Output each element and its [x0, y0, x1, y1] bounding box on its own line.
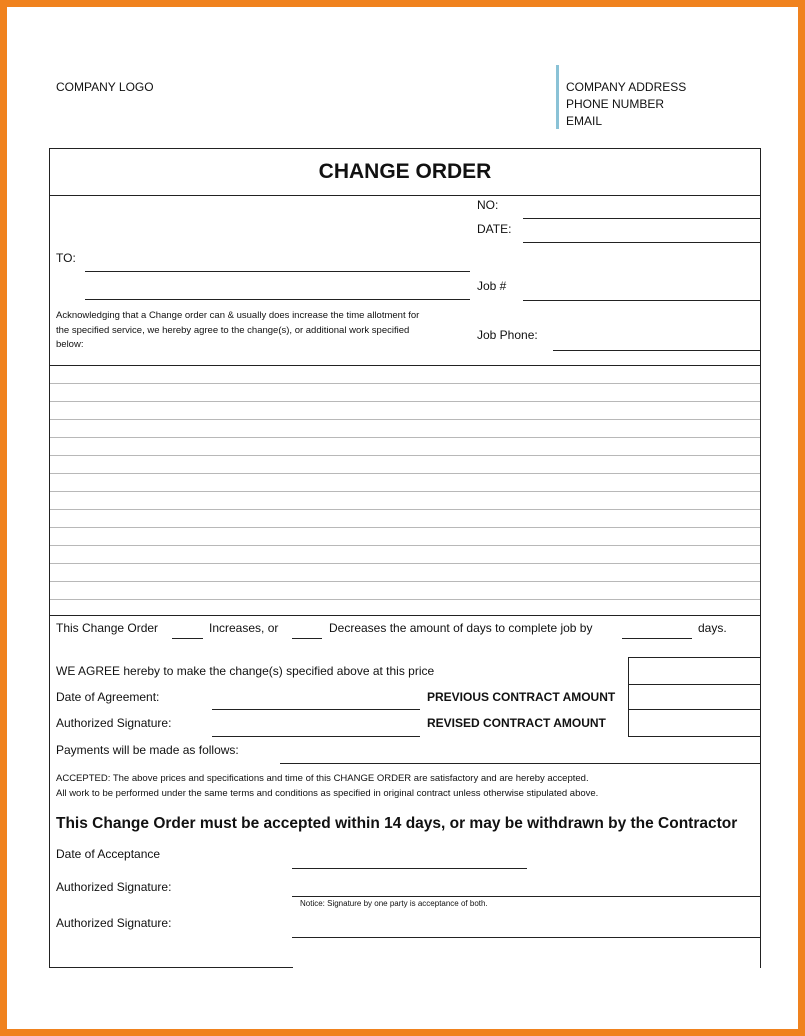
description-line: [50, 527, 760, 528]
authorized-signature-label-1: Authorized Signature:: [56, 716, 172, 730]
description-line: [50, 473, 760, 474]
days-sentence-part1: This Change Order: [56, 621, 159, 635]
days-count-field[interactable]: [622, 638, 692, 639]
days-sentence-part3: Decreases the amount of days to complete job by: [329, 621, 593, 635]
accepted-line-2: All work to be performed under the same terms and conditions as specified in original contract unless otherwise stipulated above.: [56, 788, 599, 799]
date-of-acceptance-label: Date of Acceptance: [56, 847, 161, 861]
no-label: NO:: [477, 198, 499, 212]
description-line: [50, 599, 760, 600]
revised-contract-amount-field[interactable]: [628, 709, 761, 737]
description-line: [50, 401, 760, 402]
description-line: [50, 509, 760, 510]
company-logo-placeholder: COMPANY LOGO: [56, 80, 154, 94]
description-bottom-divider: [49, 615, 761, 616]
to-field-line-2[interactable]: [85, 299, 470, 300]
signature-notice: Notice: Signature by one party is acceptance of both.: [300, 899, 488, 908]
accepted-text: [56, 771, 598, 801]
to-label: TO:: [56, 251, 76, 265]
date-of-acceptance-field[interactable]: [292, 868, 527, 869]
acknowledgement-line-1: Acknowledging that a Change order can & usually does increase the time allotment for: [56, 310, 420, 321]
description-line: [50, 545, 760, 546]
payments-label: Payments will be made as follows:: [56, 743, 239, 757]
to-field-line-1[interactable]: [85, 271, 470, 272]
form-bottom-border: [49, 967, 293, 968]
header-accent-bar: [556, 65, 559, 129]
acknowledgement-line-3: below:: [56, 339, 84, 350]
accepted-line-1: ACCEPTED: The above prices and specifications and time of this CHANGE ORDER are satisfactory and are hereby accepted.: [56, 773, 589, 784]
agree-text: WE AGREE hereby to make the change(s) specified above at this price: [56, 664, 435, 678]
description-line: [50, 437, 760, 438]
authorized-signature-field-2[interactable]: [292, 896, 760, 897]
acknowledgement-line-2: the specified service, we hereby agree to the change(s), or additional work specified: [56, 324, 410, 336]
description-line: [50, 491, 760, 492]
description-line: [50, 383, 760, 384]
date-label: DATE:: [477, 222, 512, 236]
form-title: CHANGE ORDER: [318, 160, 492, 183]
acceptance-warning: This Change Order must be accepted within 14 days, or may be withdrawn by the Contractor: [56, 815, 738, 832]
description-line: [50, 419, 760, 420]
price-field[interactable]: [628, 657, 761, 685]
date-field[interactable]: [523, 242, 760, 243]
company-email: EMAIL: [566, 114, 603, 128]
description-line: [50, 455, 760, 456]
authorized-signature-label-2: Authorized Signature:: [56, 880, 172, 894]
days-sentence-part4: days.: [698, 621, 727, 635]
job-number-field[interactable]: [523, 300, 760, 301]
description-top-divider: [49, 365, 761, 366]
authorized-signature-label-3: Authorized Signature:: [56, 916, 172, 930]
previous-contract-label: PREVIOUS CONTRACT AMOUNT: [427, 690, 616, 704]
increases-checkbox-line[interactable]: [172, 638, 203, 639]
description-line: [50, 581, 760, 582]
company-address: COMPANY ADDRESS: [566, 80, 687, 94]
no-field[interactable]: [523, 218, 760, 219]
date-of-agreement-label: Date of Agreement:: [56, 690, 160, 704]
job-phone-label: Job Phone:: [477, 328, 538, 342]
company-phone: PHONE NUMBER: [566, 97, 665, 111]
days-sentence-part2: Increases, or: [209, 621, 279, 635]
title-divider: [49, 195, 761, 196]
authorized-signature-field-1[interactable]: [212, 736, 420, 737]
authorized-signature-field-3[interactable]: [292, 937, 760, 938]
description-line: [50, 563, 760, 564]
job-number-label: Job #: [477, 279, 507, 293]
payments-field[interactable]: [280, 763, 760, 764]
previous-contract-amount-field[interactable]: [628, 684, 761, 710]
date-of-agreement-field[interactable]: [212, 709, 420, 710]
acknowledgement-text: [56, 309, 419, 353]
job-phone-field[interactable]: [553, 350, 760, 351]
decreases-checkbox-line[interactable]: [292, 638, 322, 639]
revised-contract-label: REVISED CONTRACT AMOUNT: [427, 716, 606, 730]
